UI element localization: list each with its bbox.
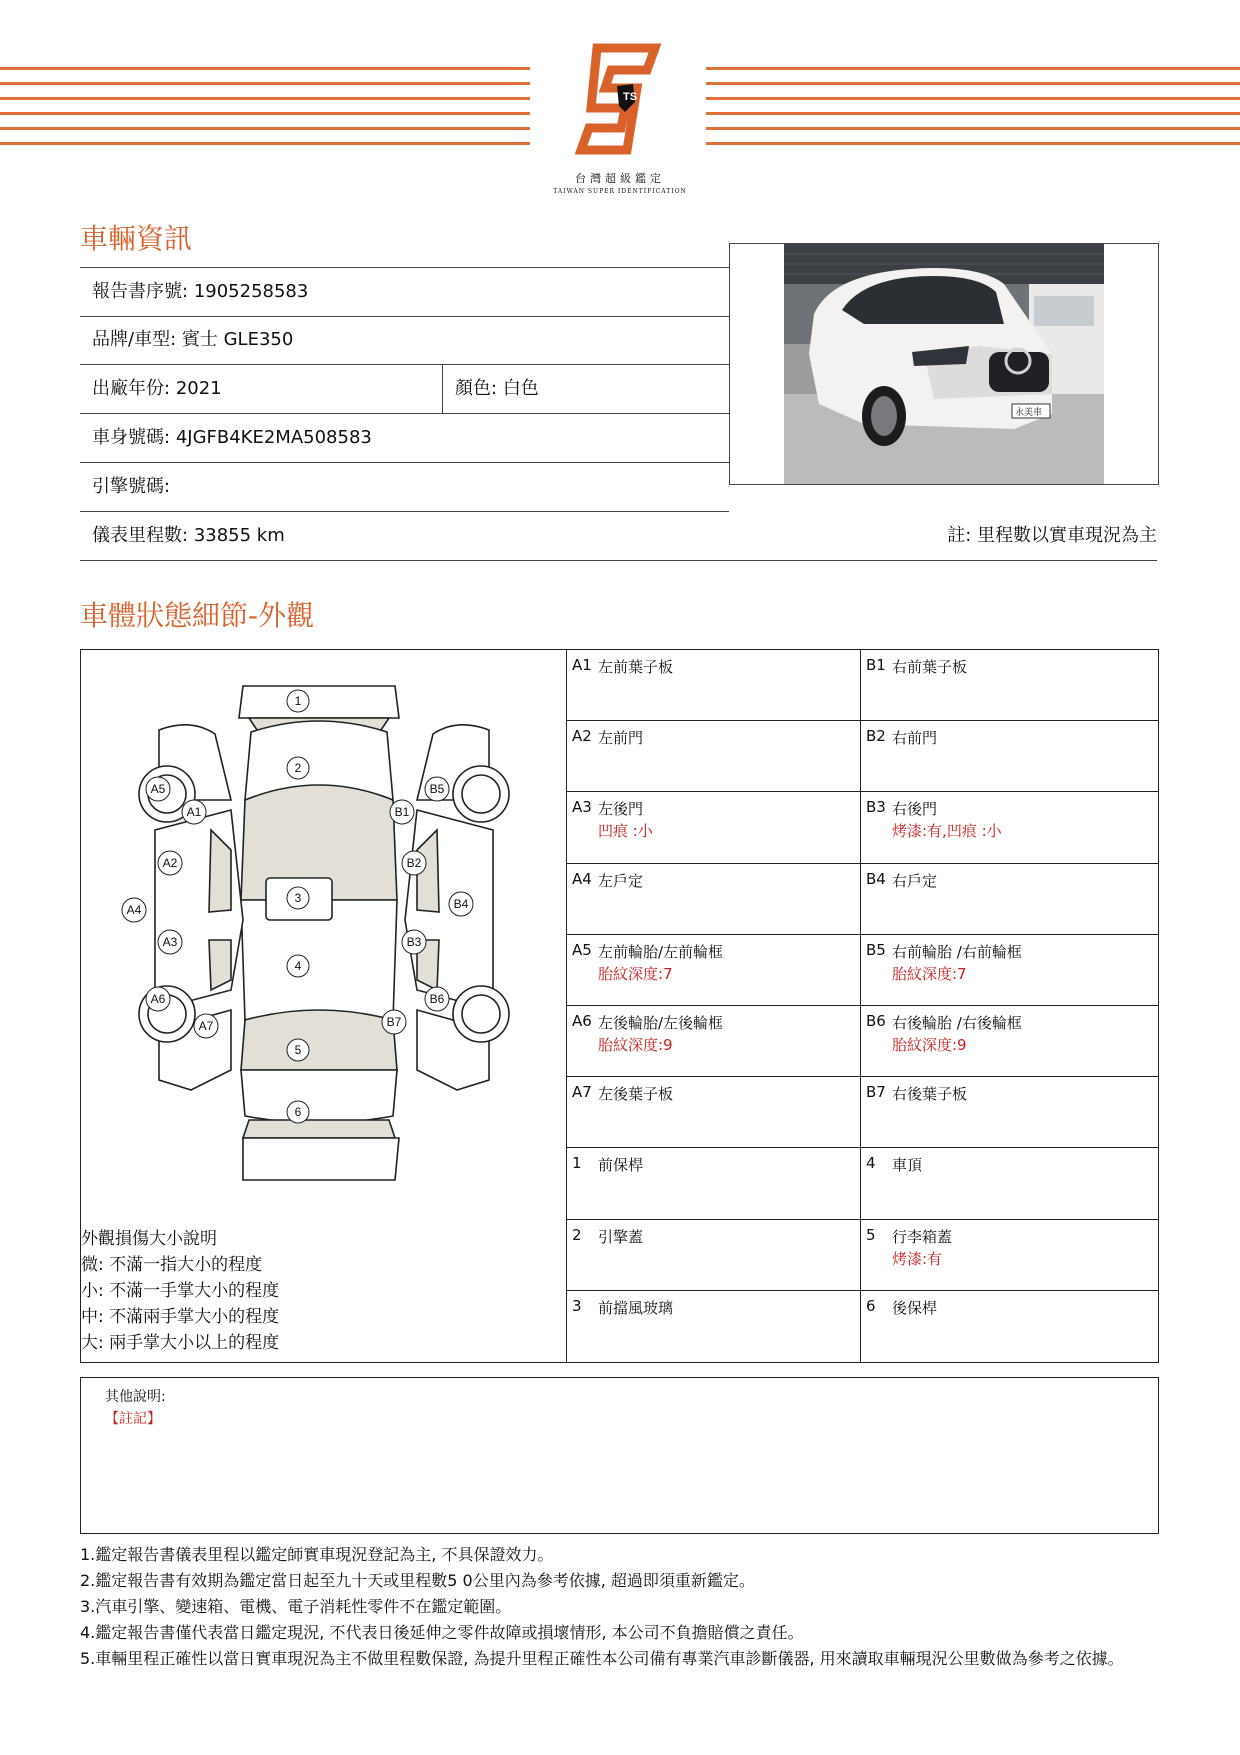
color-label: 顏色: <box>455 378 498 399</box>
svg-text:A1: A1 <box>186 805 202 819</box>
svg-text:B7: B7 <box>386 1015 402 1029</box>
vin-value: 4JGFB4KE2MA508583 <box>175 427 372 448</box>
part-code: B7 <box>866 1083 886 1102</box>
svg-text:6: 6 <box>294 1105 302 1119</box>
svg-text:3: 3 <box>294 891 302 905</box>
legend-title: 外觀損傷大小說明 <box>81 1229 217 1249</box>
diagram-marker-a6 <box>146 987 170 1011</box>
mileage-value: 33855 km <box>193 525 285 546</box>
svg-text:B1: B1 <box>394 805 410 819</box>
part-cell-a4 <box>566 864 860 935</box>
part-name: 左戶定 <box>598 871 644 890</box>
diagram-marker-2 <box>287 757 309 779</box>
part-cell-4 <box>860 1148 1158 1219</box>
disclaimer-item: 1.鑑定報告書儀表里程以鑑定師實車現況登記為主, 不具保證效力。 <box>80 1545 554 1564</box>
vehicle-info-title: 車輛資訊 <box>80 222 193 255</box>
part-name: 左前葉子板 <box>598 658 674 676</box>
model-value: 賓士 GLE350 <box>181 329 294 350</box>
brand-name-cn: 台灣超級鑑定 <box>575 172 665 185</box>
part-code: B1 <box>866 656 886 674</box>
svg-text:B2: B2 <box>406 856 422 870</box>
diagram-marker-a2 <box>158 851 182 875</box>
part-name: 引擎蓋 <box>598 1227 644 1246</box>
part-cell-b1 <box>860 650 1158 721</box>
mileage-note: 註: 里程數以實車現況為主 <box>947 525 1157 546</box>
part-name: 左前輪胎/左前輪框 <box>598 942 724 961</box>
disclaimer-list <box>80 1542 1160 1672</box>
svg-text:A7: A7 <box>198 1019 214 1033</box>
svg-text:A4: A4 <box>126 903 142 917</box>
vehicle-photo <box>784 244 1104 484</box>
part-name: 左後門 <box>598 800 644 819</box>
legend-item: 小: 不滿一手掌大小的程度 <box>81 1281 280 1301</box>
svg-text:B4: B4 <box>453 897 469 911</box>
svg-text:2: 2 <box>294 761 302 775</box>
diagram-marker-a7 <box>194 1014 218 1038</box>
svg-text:A2: A2 <box>162 856 178 870</box>
part-cell-5 <box>860 1220 1158 1291</box>
part-damage-note: 胎紋深度:9 <box>892 1036 967 1054</box>
part-name: 左前門 <box>598 729 644 748</box>
part-damage-note: 凹痕 :小 <box>598 822 653 841</box>
diagram-marker-a3 <box>158 930 182 954</box>
part-name: 行李箱蓋 <box>892 1227 953 1246</box>
disclaimer-item: 4.鑑定報告書僅代表當日鑑定現況, 不代表日後延伸之零件故障或損壞情形, 本公司不負擔賠償之責任。 <box>80 1623 804 1642</box>
part-name: 後保桿 <box>892 1298 938 1317</box>
part-cell-b7 <box>860 1077 1158 1148</box>
diagram-marker-b7 <box>382 1010 406 1034</box>
part-code: A2 <box>572 727 592 746</box>
color-value: 白色 <box>502 378 539 399</box>
vin-row <box>80 414 729 463</box>
part-name: 右後葉子板 <box>892 1085 968 1104</box>
part-name: 車頂 <box>892 1156 923 1175</box>
part-cell-a2 <box>566 721 860 792</box>
part-code: 4 <box>866 1154 876 1173</box>
part-damage-note: 烤漆:有 <box>892 1249 943 1268</box>
diagram-marker-5 <box>287 1039 309 1061</box>
svg-text:B3: B3 <box>406 935 422 949</box>
part-code: B4 <box>866 869 886 888</box>
diagram-marker-b6 <box>425 987 449 1011</box>
part-cell-a3 <box>566 792 860 863</box>
color-field <box>442 365 539 413</box>
part-code: A3 <box>572 798 592 817</box>
exterior-condition-table <box>80 649 1159 1363</box>
part-code: 2 <box>572 1225 582 1244</box>
vehicle-photo-frame <box>729 243 1159 485</box>
vin-label: 車身號碼: <box>92 427 171 448</box>
mileage-row <box>80 512 1157 561</box>
part-cell-a5 <box>566 935 860 1006</box>
part-cell-1 <box>566 1148 860 1219</box>
part-code: B5 <box>866 940 886 959</box>
diagram-marker-b1 <box>390 800 414 824</box>
part-code: A6 <box>572 1012 592 1030</box>
model-row <box>80 316 729 365</box>
part-damage-note: 胎紋深度:9 <box>598 1036 673 1054</box>
report-no-value: 1905258583 <box>193 281 309 302</box>
diagram-marker-b3 <box>402 930 426 954</box>
diagram-marker-b5 <box>425 777 449 801</box>
part-name: 右後輪胎 /右後輪框 <box>892 1014 1022 1032</box>
part-name: 右前葉子板 <box>892 658 968 676</box>
part-name: 右後門 <box>892 800 938 819</box>
legend-item: 微: 不滿一指大小的程度 <box>81 1255 263 1275</box>
part-cell-a6 <box>566 1006 860 1077</box>
year-label: 出廠年份: <box>92 378 171 399</box>
diagram-marker-b4 <box>449 892 473 916</box>
part-name: 左後葉子板 <box>598 1085 674 1104</box>
part-code: B2 <box>866 727 886 746</box>
diagram-marker-a1 <box>182 800 206 824</box>
year-value: 2021 <box>175 378 222 399</box>
diagram-marker-3 <box>287 887 309 909</box>
report-no-row <box>80 267 729 317</box>
part-cell-a7 <box>566 1077 860 1148</box>
brand-name-en: TAIWAN SUPER IDENTIFICATION <box>553 188 687 195</box>
diagram-marker-a5 <box>146 777 170 801</box>
part-name: 前保桿 <box>598 1156 644 1175</box>
svg-text:A6: A6 <box>150 992 166 1006</box>
exterior-title: 車體狀態細節-外觀 <box>80 599 315 632</box>
diagram-marker-6 <box>287 1101 309 1123</box>
part-cell-2 <box>566 1220 860 1291</box>
mileage-label: 儀表里程數: <box>92 525 189 546</box>
svg-text:B5: B5 <box>429 782 445 796</box>
part-name: 右戶定 <box>892 871 938 890</box>
diagram-marker-a4 <box>122 898 146 922</box>
remarks-box <box>80 1377 1159 1534</box>
part-cell-6 <box>860 1291 1158 1362</box>
damage-size-legend <box>81 1226 279 1356</box>
part-code: A1 <box>572 656 592 674</box>
disclaimer-item: 2.鑑定報告書有效期為鑑定當日起至九十天或里程數5 0公里內為參考依據, 超過即須重新鑑定。 <box>80 1571 755 1590</box>
diagram-marker-b2 <box>402 851 426 875</box>
part-code: A5 <box>572 940 592 959</box>
diagram-marker-1 <box>287 690 309 712</box>
part-damage-note: 烤漆:有,凹痕 :小 <box>892 822 1002 841</box>
report-no-label: 報告書序號: <box>92 281 189 302</box>
svg-text:B6: B6 <box>429 992 445 1006</box>
part-name: 右前輪胎 /右前輪框 <box>892 942 1022 961</box>
part-code: A7 <box>572 1083 592 1102</box>
part-code: A4 <box>572 869 592 888</box>
svg-text:4: 4 <box>294 959 302 973</box>
header-stripes-left <box>0 67 530 157</box>
svg-text:A5: A5 <box>150 782 166 796</box>
car-body-diagram <box>81 650 567 1205</box>
engine-label: 引擎號碼: <box>92 476 171 497</box>
legend-item: 大: 兩手掌大小以上的程度 <box>81 1333 280 1353</box>
remarks-tag: 【註記】 <box>105 1411 161 1427</box>
header-stripes-right <box>706 67 1240 157</box>
part-cell-a1 <box>566 650 860 721</box>
part-code: 5 <box>866 1225 876 1244</box>
part-code: 3 <box>572 1296 582 1315</box>
part-cell-b3 <box>860 792 1158 863</box>
part-name: 右前門 <box>892 729 938 748</box>
svg-text:1: 1 <box>294 694 302 708</box>
part-cell-3 <box>566 1291 860 1362</box>
part-code: 1 <box>572 1154 582 1173</box>
part-cell-b4 <box>860 864 1158 935</box>
disclaimer-item: 3.汽車引擎、變速箱、電機、電子消耗性零件不在鑑定範圍。 <box>80 1597 512 1616</box>
svg-text:5: 5 <box>294 1043 302 1057</box>
legend-item: 中: 不滿兩手掌大小的程度 <box>81 1307 280 1327</box>
photo-plate-text: 永美車 <box>1015 408 1043 418</box>
model-label: 品牌/車型: <box>92 329 177 350</box>
engine-row <box>80 463 729 512</box>
part-damage-note: 胎紋深度:7 <box>892 964 967 983</box>
brand-logo <box>575 40 665 158</box>
svg-text:A3: A3 <box>162 935 178 949</box>
year-row <box>80 365 729 414</box>
remarks-label: 其他說明: <box>105 1389 166 1405</box>
part-cell-b2 <box>860 721 1158 792</box>
part-name: 前擋風玻璃 <box>598 1298 674 1317</box>
part-damage-note: 胎紋深度:7 <box>598 964 673 983</box>
disclaimer-item: 5.車輛里程正確性以當日實車現況為主不做里程數保證, 為提升里程正確性本公司備有專業汽車診斷儀器, 用來讀取車輛現況公里數做為參考之依據。 <box>80 1649 1124 1668</box>
part-cell-b6 <box>860 1006 1158 1077</box>
part-name: 左後輪胎/左後輪框 <box>598 1014 724 1032</box>
logo-monogram: TS <box>623 91 638 103</box>
part-code: B3 <box>866 798 886 817</box>
part-cell-b5 <box>860 935 1158 1006</box>
part-code: 6 <box>866 1296 876 1315</box>
diagram-marker-4 <box>287 955 309 977</box>
part-code: B6 <box>866 1012 886 1030</box>
